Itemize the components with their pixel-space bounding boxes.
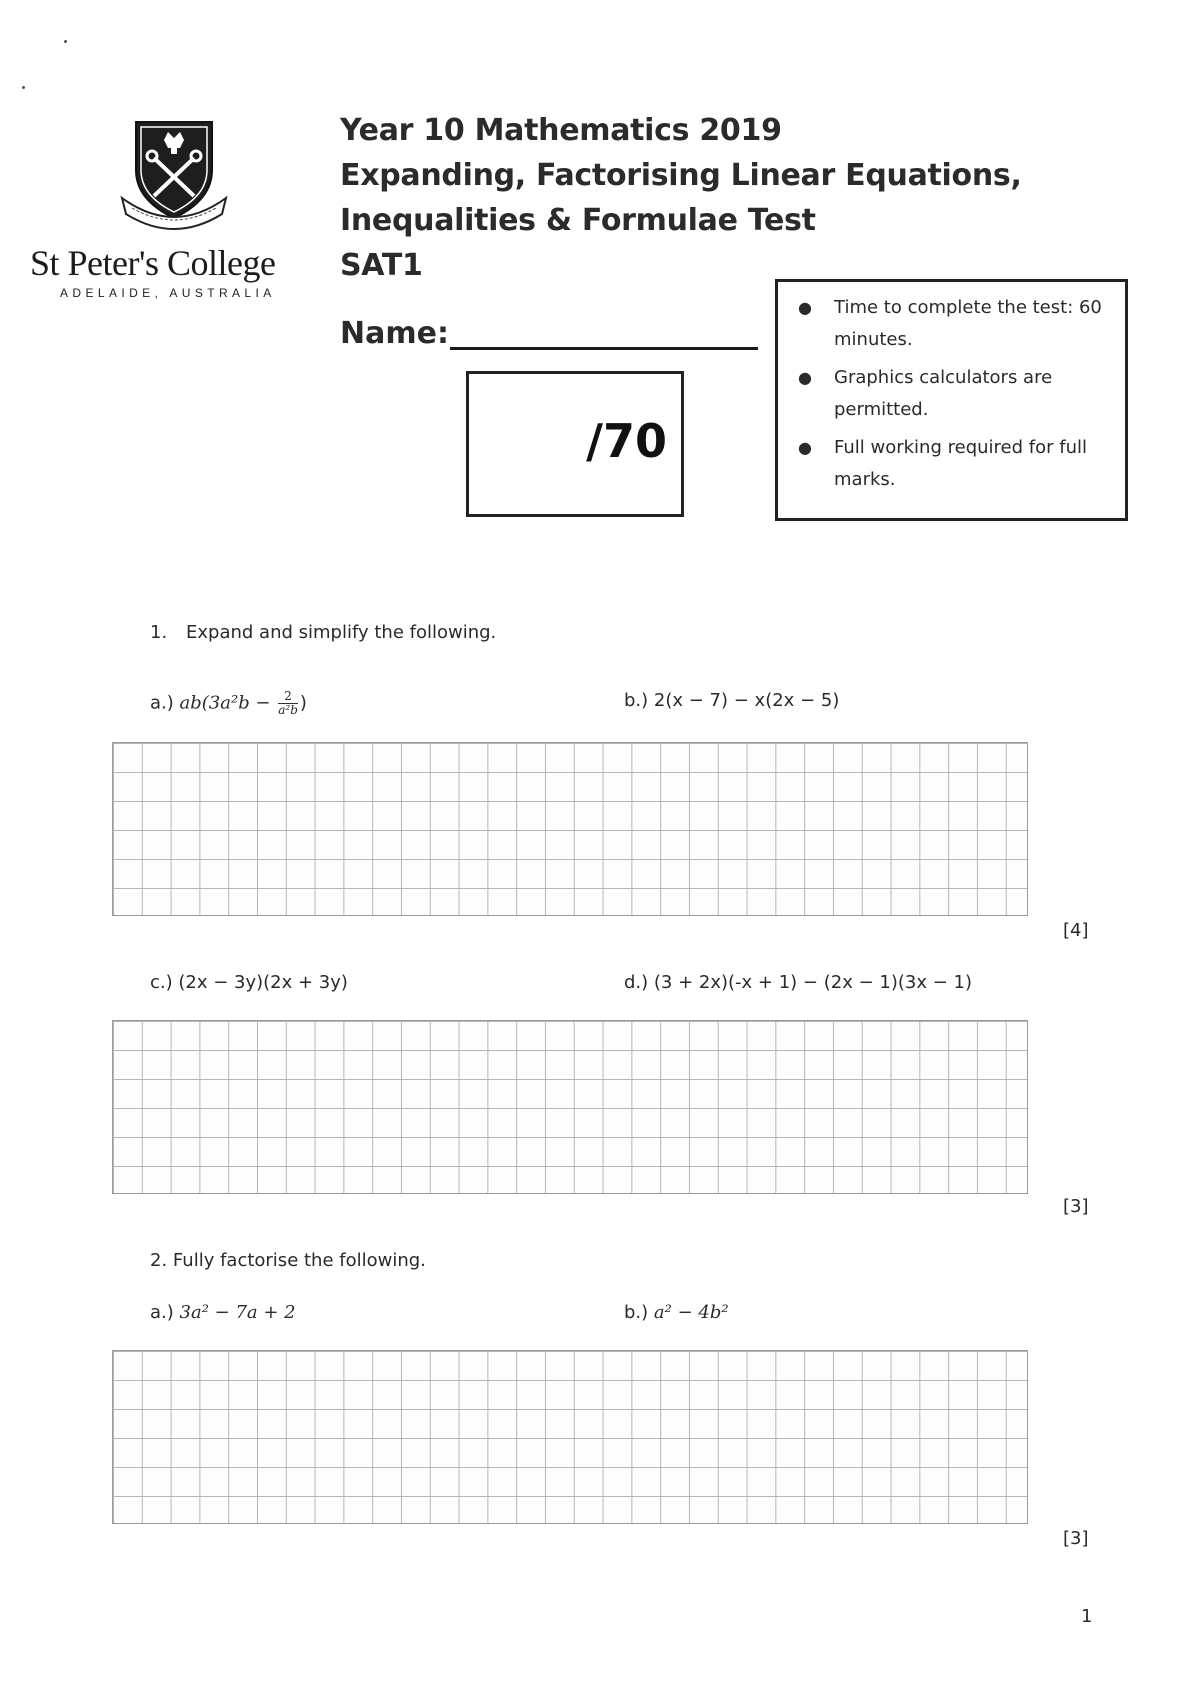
working-grid-1ab[interactable] [112, 742, 1028, 916]
instruction-item [798, 292, 1113, 356]
working-grid-1cd[interactable] [112, 1020, 1028, 1194]
part-label: b.) [624, 1302, 649, 1323]
part-expression: ab(3a²b − [179, 692, 271, 714]
part-expression: 3a² − 7a + 2 [179, 1302, 296, 1323]
part-label: a.) [150, 1302, 174, 1323]
fraction-numerator: 2 [278, 690, 298, 704]
bullet-icon: ● [798, 438, 812, 457]
question-2b [624, 1302, 729, 1323]
instruction-item [798, 362, 1113, 426]
title-line-1: Year 10 Mathematics 2019 [340, 113, 782, 148]
name-label: Name: [340, 316, 449, 351]
marks-2ab: [3] [1063, 1528, 1089, 1549]
part-expression: (3 + 2x)(-x + 1) − (2x − 1)(3x − 1) [653, 972, 972, 993]
bullet-icon: ● [798, 298, 812, 317]
page-number: 1 [1081, 1606, 1093, 1627]
part-label: c.) [150, 972, 173, 993]
part-expression: (2x − 3y)(2x + 3y) [178, 972, 348, 993]
question-number: 2. [150, 1250, 168, 1271]
part-label: b.) [624, 690, 649, 711]
bullet-icon: ● [798, 368, 812, 387]
question-prompt: Expand and simplify the following. [186, 622, 497, 643]
question-1c [150, 972, 348, 993]
question-prompt: Fully factorise the following. [172, 1250, 426, 1271]
marks-1ab: [4] [1063, 920, 1089, 941]
college-crest-icon [118, 118, 230, 236]
question-1b [624, 690, 839, 711]
score-total: /70 [586, 414, 667, 468]
scan-speck [22, 86, 25, 89]
part-label: d.) [624, 972, 649, 993]
instruction-text: Time to complete the test: 60 minutes. [834, 297, 1102, 350]
instructions-box [775, 279, 1128, 521]
fraction-denominator: a²b [278, 703, 298, 717]
question-2a [150, 1302, 296, 1323]
marks-1cd: [3] [1063, 1196, 1089, 1217]
question-2-heading [150, 1250, 426, 1271]
title-line-4: SAT1 [340, 248, 423, 283]
part-label: a.) [150, 692, 174, 714]
instruction-item [798, 432, 1113, 496]
question-1a [150, 690, 307, 717]
part-expression-end: ) [299, 692, 307, 714]
part-expression: a² − 4b² [653, 1302, 729, 1323]
title-line-2: Expanding, Factorising Linear Equations, [340, 158, 1022, 193]
name-field[interactable] [450, 347, 758, 350]
instruction-text: Full working required for full marks. [834, 437, 1087, 490]
scan-speck [64, 40, 67, 43]
question-1-heading [150, 622, 496, 643]
question-number: 1. [150, 622, 168, 643]
working-grid-2ab[interactable] [112, 1350, 1028, 1524]
question-1d [624, 972, 972, 993]
instruction-text: Graphics calculators are permitted. [834, 367, 1053, 420]
score-box [466, 371, 684, 517]
fraction [278, 690, 298, 717]
title-line-3: Inequalities & Formulae Test [340, 203, 816, 238]
school-location: ADELAIDE, AUSTRALIA [60, 286, 276, 300]
school-name: St Peter's College [30, 243, 276, 283]
part-expression: 2(x − 7) − x(2x − 5) [653, 690, 840, 711]
